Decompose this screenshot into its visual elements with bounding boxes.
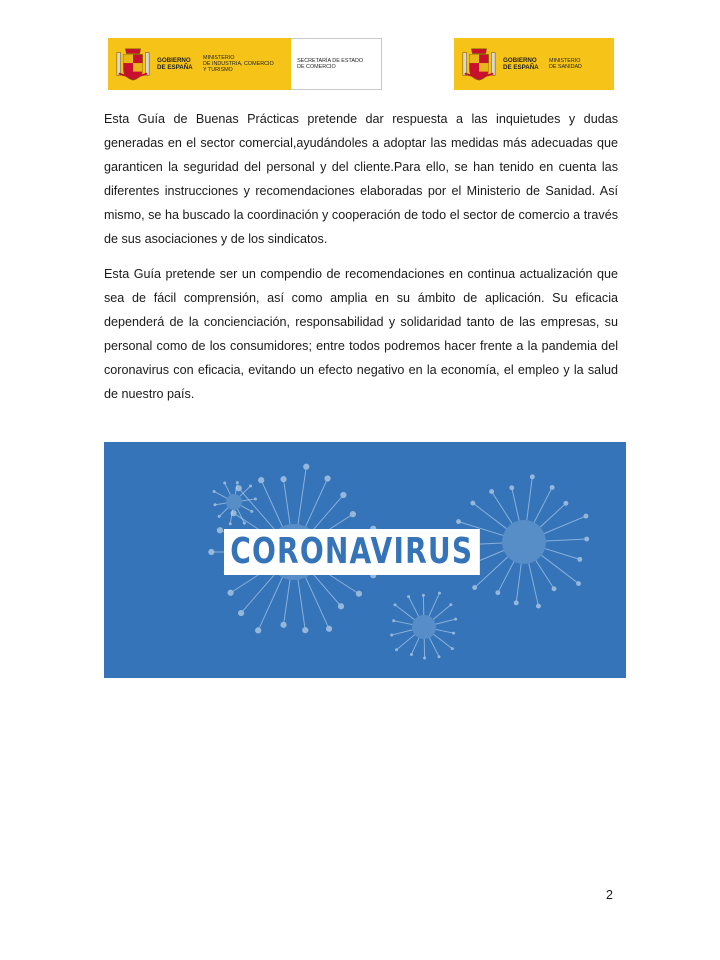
- gobierno-label: GOBIERNO DE ESPAÑA: [503, 57, 539, 71]
- secretaria-estado-label: SECRETARÍA DE ESTADO DE COMERCIO: [291, 38, 382, 90]
- virus-particle: [390, 592, 457, 660]
- ministry-industria-label: MINISTERIO DE INDUSTRIA, COMERCIO Y TURISMO: [203, 54, 274, 74]
- document-body: [104, 107, 618, 417]
- ministry-sanidad-label: MINISTERIO DE SANIDAD: [549, 57, 582, 70]
- virus-particle: [213, 481, 257, 525]
- page-number: 2: [606, 888, 613, 902]
- coronavirus-image: [104, 442, 626, 678]
- paragraph-1: Esta Guía de Buenas Prácticas pretende dar respuesta a las inquietudes y dudas generadas en el sector comercial,ayudándoles a adoptar las medidas más adecuadas que garanticen la seguridad del personal y del cliente.Para ello, se han tenido en cuenta las diferentes instrucciones y recomendaciones elaboradas por el Ministerio de Sanidad. Así mismo, se ha buscado la coordinación y cooperación de todo el sector de comercio a través de sus asociaciones y de los sindicatos.: [104, 112, 618, 246]
- coronavirus-title: CORONAVIRUS: [224, 529, 479, 575]
- header-logo-right: [454, 38, 614, 90]
- header-logo-left: [108, 38, 382, 90]
- paragraph-2: Esta Guía pretende ser un compendio de recomendaciones en continua actualización que sea de fácil comprensión, así como amplia en su ámbito de aplicación. Su eficacia dependerá de la concienciación, responsabilidad y solidaridad tanto de las empresas, su personal como de los consumidores; entre todos podremos hacer frente a la pandemia del coronavirus con eficacia, evitando un efecto negativo en la economía, el empleo y la salud de nuestro país.: [104, 267, 618, 401]
- coat-of-arms-icon: [460, 45, 498, 83]
- gobierno-ministerio-sanidad-logo: [454, 38, 614, 90]
- coat-of-arms-icon: [114, 45, 152, 83]
- gobierno-ministerio-industria-logo: [108, 38, 291, 90]
- gobierno-label: GOBIERNO DE ESPAÑA: [157, 57, 193, 71]
